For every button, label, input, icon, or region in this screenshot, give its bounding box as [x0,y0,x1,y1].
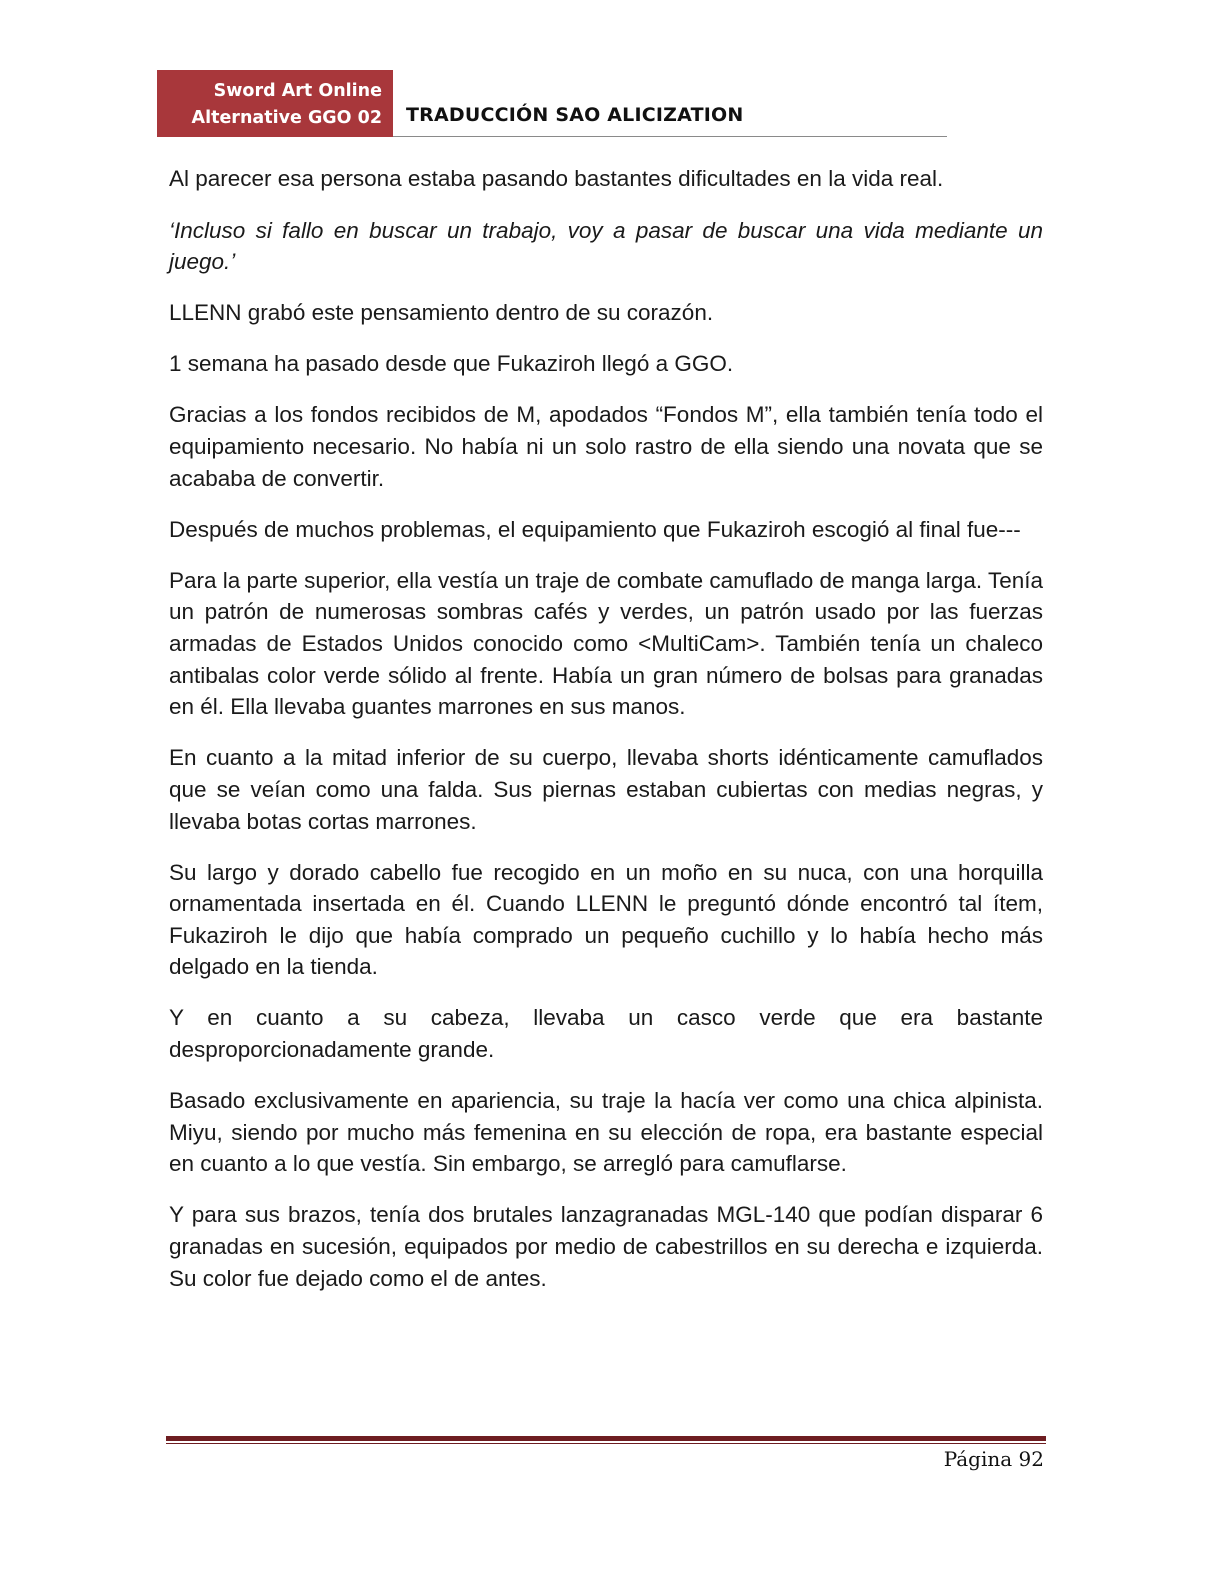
paragraph-quote: ‘Incluso si fallo en buscar un trabajo, voy a pasar de buscar una vida mediante un juego.’ [169,217,1043,275]
paragraph: LLENN grabó este pensamiento dentro de su corazón. [169,300,714,326]
series-badge [157,70,393,137]
paragraph: Gracias a los fondos recibidos de M, apodados “Fondos M”, ella también tenía todo el equipamiento necesario. No había ni un solo rastro de ella siendo una novata que se acababa de convertir. [169,402,1043,491]
paragraph: Y para sus brazos, tenía dos brutales lanzagranadas MGL-140 que podían disparar 6 granadas en sucesión, equipados por medio de cabestrillos en su derecha e izquierda. Su color fue dejado como el de antes. [169,1202,1043,1291]
paragraph: En cuanto a la mitad inferior de su cuerpo, llevaba shorts idénticamente camuflados que se veían como una falda. Sus piernas estaban cubiertas con medias negras, y llevaba botas cortas marrones. [169,745,1043,834]
paragraph: Después de muchos problemas, el equipamiento que Fukaziroh escogió al final fue--- [169,516,1021,542]
footer-divider-thin [166,1443,1046,1444]
series-title-line2: Alternative GGO 02 [191,108,382,128]
page-number: Página 92 [943,1447,1044,1471]
header-divider [393,136,947,137]
document-body [169,163,1043,1314]
header-title: TRADUCCIÓN SAO ALICIZATION [406,104,744,126]
footer-divider-thick [166,1436,1046,1441]
page-header [157,70,947,138]
paragraph: 1 semana ha pasado desde que Fukaziroh llegó a GGO. [169,351,734,377]
paragraph: Su largo y dorado cabello fue recogido en un moño en su nuca, con una horquilla ornamentada insertada en él. Cuando LLENN le preguntó dónde encontró tal ítem, Fukaziroh le dijo que había comprado un pequeño cuchillo y lo había hecho más delgado en la tienda. [169,859,1043,980]
paragraph: Para la parte superior, ella vestía un traje de combate camuflado de manga larga. Tenía un patrón de numerosas sombras cafés y verdes, un patrón usado por las fuerzas armadas de Estados Unidos conocido como <MultiCam>. También tenía un chaleco antibalas color verde sólido al frente. Había un gran número de bolsas para granadas en él. Ella llevaba guantes marrones en sus manos. [169,567,1043,720]
paragraph: Al parecer esa persona estaba pasando bastantes dificultades en la vida real. [169,166,944,191]
paragraph: Y en cuanto a su cabeza, llevaba un casco verde que era bastante desproporcionadamente grande. [169,1005,1043,1063]
series-title-line1: Sword Art Online [213,81,382,101]
paragraph: Basado exclusivamente en apariencia, su traje la hacía ver como una chica alpinista. Miyu, siendo por mucho más femenina en su elección de ropa, era bastante especial en cuanto a lo que vestía. Sin embargo, se arregló para camuflarse. [169,1088,1043,1177]
